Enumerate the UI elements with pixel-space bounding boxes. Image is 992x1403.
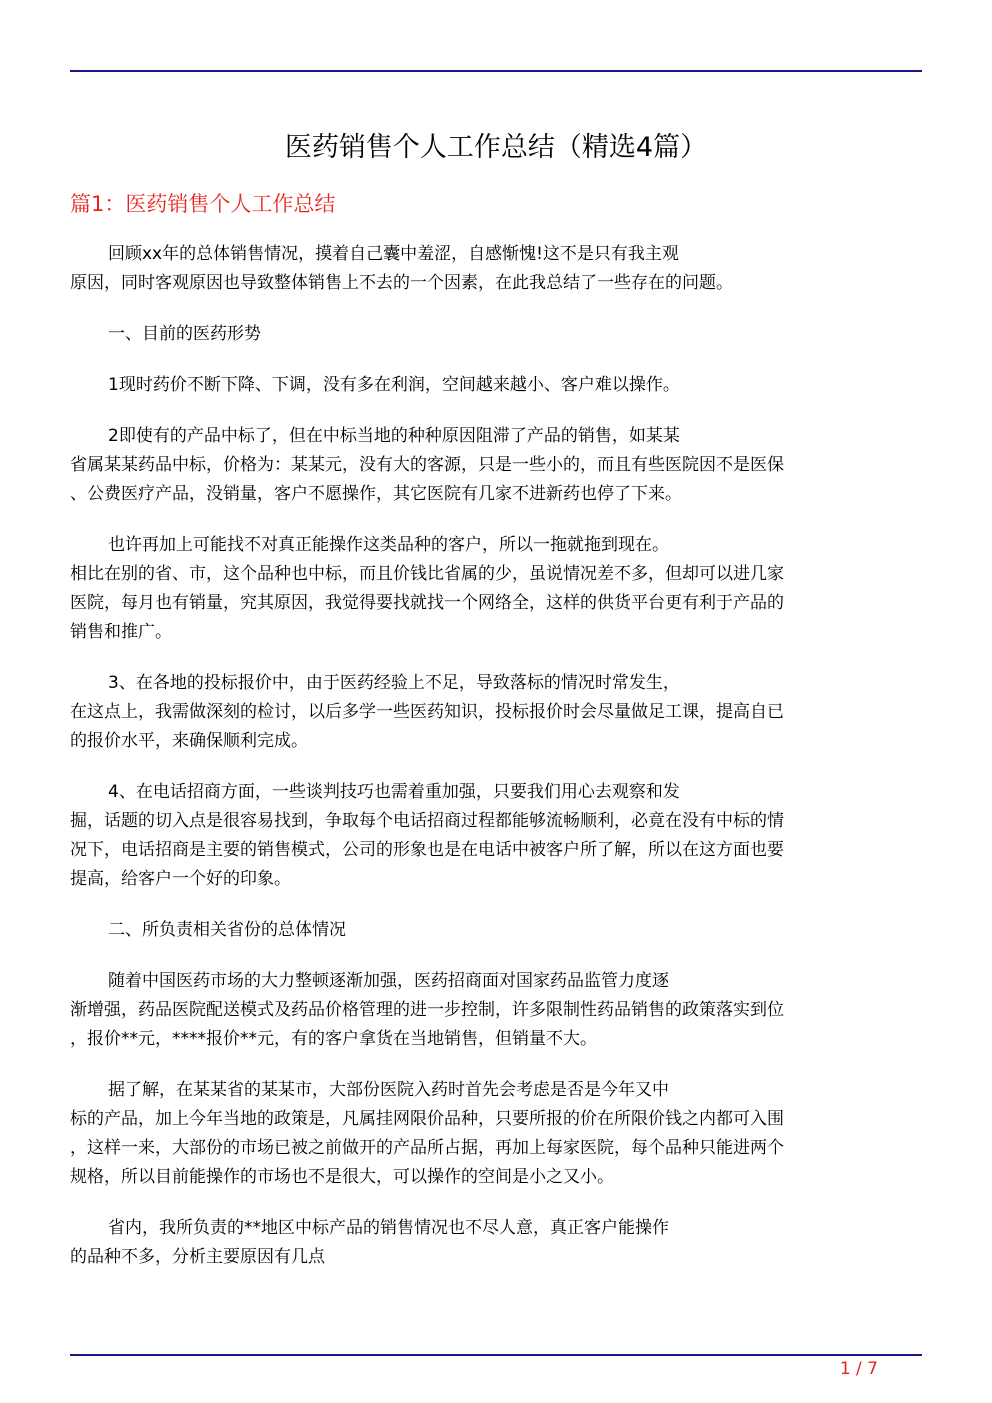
paragraph-line: 标的产品，加上今年当地的政策是，凡属挂网限价品种，只要所报的价在所限价钱之内都可入围 xyxy=(70,1109,784,1129)
paragraph xyxy=(70,531,922,647)
paragraph-line: 规格，所以目前能操作的市场也不是很大，可以操作的空间是小之又小。 xyxy=(70,1167,614,1187)
paragraph-line: 省属某某药品中标，价格为：某某元，没有大的客源，只是一些小的，而且有些医院因不是医保 xyxy=(70,455,784,475)
paragraph-line: 的报价水平，来确保顺利完成。 xyxy=(70,731,308,751)
paragraph-line: 原因，同时客观原因也导致整体销售上不去的一个因素，在此我总结了一些存在的问题。 xyxy=(70,273,733,293)
paragraph-line: 提高，给客户一个好的印象。 xyxy=(70,869,291,889)
paragraph xyxy=(70,1076,922,1192)
section-heading: 篇1：医药销售个人工作总结 xyxy=(70,192,336,216)
paragraph-line: ，这样一来，大部份的市场已被之前做开的产品所占据，再加上每家医院，每个品种只能进两个 xyxy=(70,1138,784,1158)
paragraph-line: 一、目前的医药形势 xyxy=(108,324,261,344)
paragraph-line: 3、在各地的投标报价中，由于医药经验上不足，导致落标的情况时常发生， xyxy=(108,673,680,693)
paragraph-line: 二、所负责相关省份的总体情况 xyxy=(108,920,346,940)
footer-rule xyxy=(70,1354,922,1356)
page-number: 1 / 7 xyxy=(839,1359,878,1379)
paragraph-line: 1现时药价不断下降、下调，没有多在利润，空间越来越小、客户难以操作。 xyxy=(108,375,680,395)
paragraph-line: ，报价**元，****报价**元，有的客户拿货在当地销售，但销量不大。 xyxy=(70,1029,597,1049)
paragraph-line: 的品种不多，分析主要原因有几点 xyxy=(70,1247,325,1267)
document-body xyxy=(70,240,922,1294)
paragraph-line: 2即使有的产品中标了，但在中标当地的种种原因阻滞了产品的销售，如某某 xyxy=(108,426,680,446)
paragraph-line: 掘，话题的切入点是很容易找到，争取每个电话招商过程都能够流畅顺利，必竟在没有中标的情 xyxy=(70,811,784,831)
paragraph xyxy=(70,371,922,400)
document-title: 医药销售个人工作总结（精选4篇） xyxy=(284,132,708,163)
paragraph xyxy=(70,916,922,945)
paragraph-line: 随着中国医药市场的大力整顿逐渐加强，医药招商面对国家药品监管力度逐 xyxy=(108,971,669,991)
paragraph-line: 据了解，在某某省的某某市，大部份医院入药时首先会考虑是否是今年又中 xyxy=(108,1080,669,1100)
paragraph-line: 在这点上，我需做深刻的检讨，以后多学一些医药知识，投标报价时会尽量做足工课，提高自已 xyxy=(70,702,784,722)
paragraph-line: 、公费医疗产品，没销量，客户不愿操作，其它医院有几家不进新药也停了下来。 xyxy=(70,484,682,504)
paragraph-line: 况下，电话招商是主要的销售模式，公司的形象也是在电话中被客户所了解，所以在这方面也要 xyxy=(70,840,784,860)
paragraph-line: 医院，每月也有销量，究其原因，我觉得要找就找一个网络全，这样的供货平台更有利于产品的 xyxy=(70,593,784,613)
paragraph-line: 回顾xx年的总体销售情况，摸着自己囊中羞涩，自感惭愧!这不是只有我主观 xyxy=(108,244,679,264)
paragraph xyxy=(70,1214,922,1272)
paragraph xyxy=(70,320,922,349)
paragraph-line: 省内，我所负责的**地区中标产品的销售情况也不尽人意，真正客户能操作 xyxy=(108,1218,669,1238)
header-rule xyxy=(70,70,922,72)
paragraph-line: 销售和推广。 xyxy=(70,622,172,642)
paragraph xyxy=(70,422,922,509)
paragraph xyxy=(70,967,922,1054)
paragraph xyxy=(70,669,922,756)
paragraph-line: 渐增强，药品医院配送模式及药品价格管理的进一步控制，许多限制性药品销售的政策落实到位 xyxy=(70,1000,784,1020)
paragraph xyxy=(70,240,922,298)
paragraph xyxy=(70,778,922,894)
paragraph-line: 相比在别的省、市，这个品种也中标，而且价钱比省属的少，虽说情况差不多，但却可以进几家 xyxy=(70,564,784,584)
paragraph-line: 也许再加上可能找不对真正能操作这类品种的客户，所以一拖就拖到现在。 xyxy=(108,535,669,555)
paragraph-line: 4、在电话招商方面，一些谈判技巧也需着重加强，只要我们用心去观察和发 xyxy=(108,782,680,802)
